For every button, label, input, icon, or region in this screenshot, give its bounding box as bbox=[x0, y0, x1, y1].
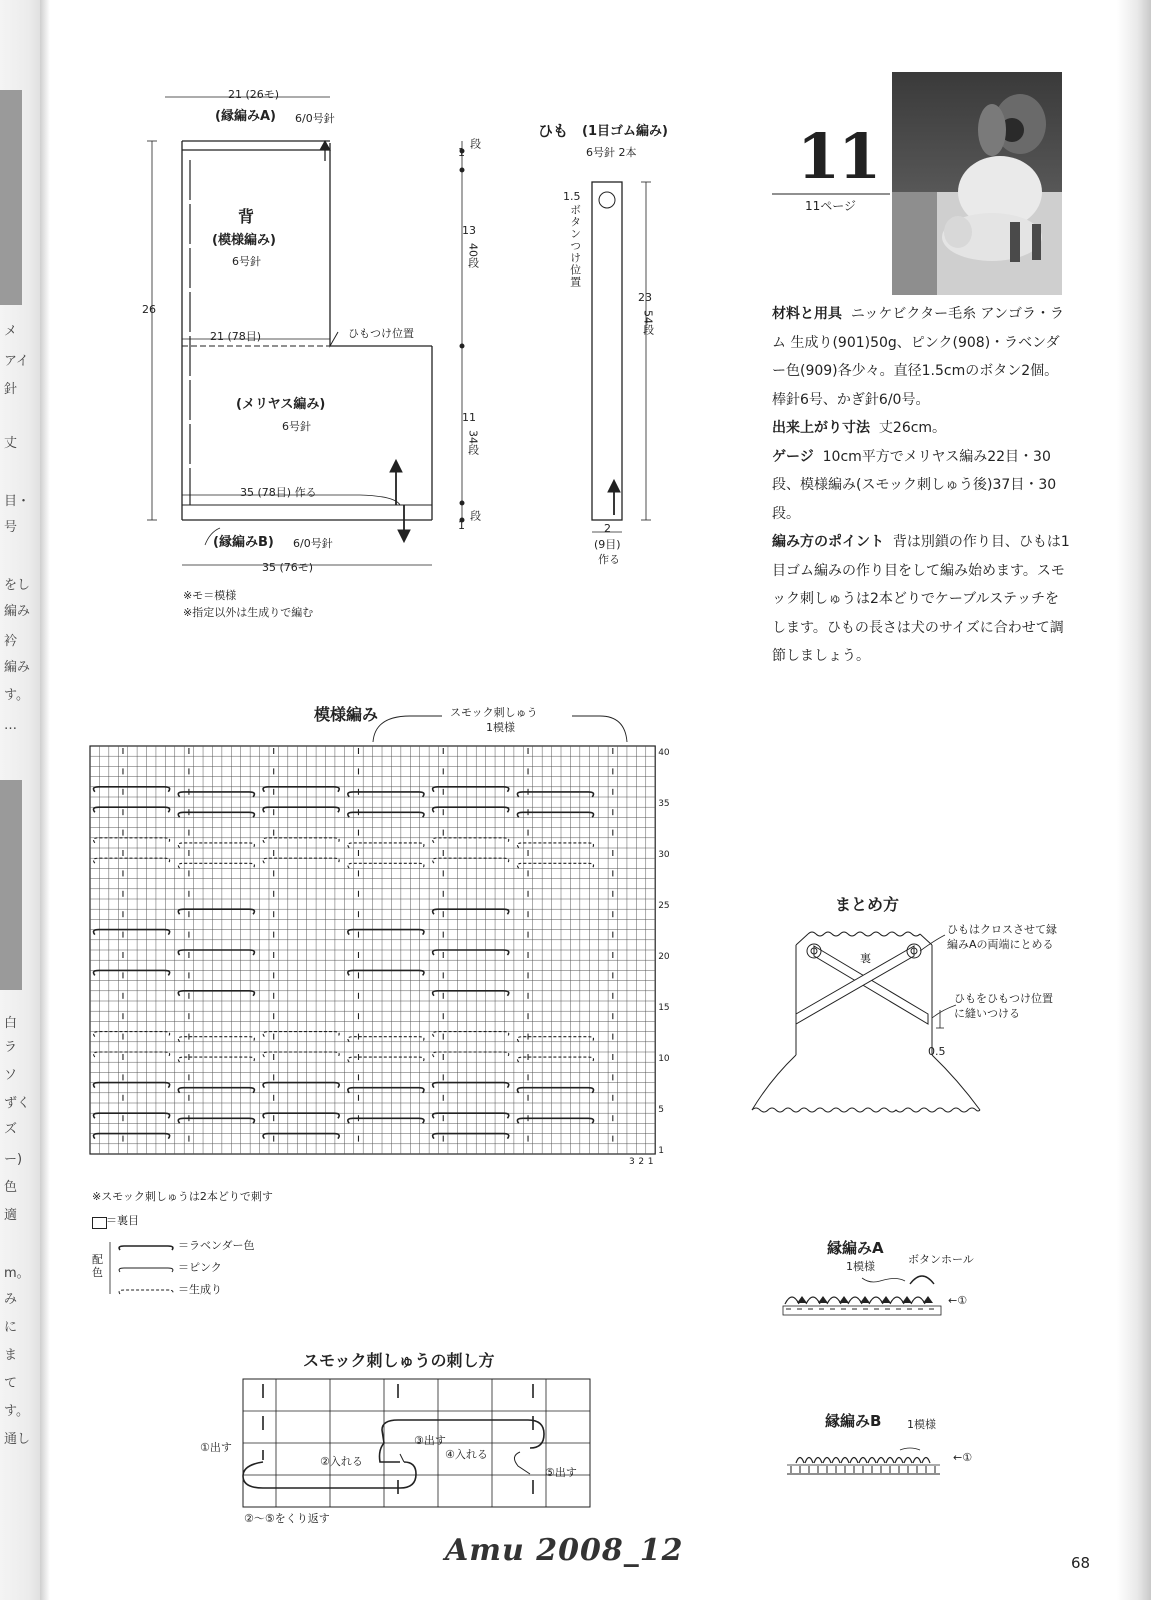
assembly-ura: 裏 bbox=[860, 952, 871, 965]
left-margin-char: ズ bbox=[4, 1122, 18, 1137]
page-reference: 11ページ bbox=[805, 199, 857, 213]
smock-repeat: ②〜⑤をくり返す bbox=[244, 1512, 330, 1525]
back-title: 背 bbox=[238, 207, 255, 226]
pattern-number: 11 bbox=[797, 120, 880, 193]
cast-on-label: 35 (78目) 作る bbox=[240, 486, 317, 499]
assembly-dim: 0.5 bbox=[928, 1045, 946, 1058]
left-margin-char: 衿 bbox=[4, 634, 18, 649]
edge-b-row: ←① bbox=[953, 1451, 973, 1464]
purl-legend: ＝裏目 bbox=[106, 1214, 139, 1227]
left-margin-char: て bbox=[4, 1376, 18, 1391]
chart-row-label: 15 bbox=[658, 1003, 670, 1013]
legend-natural: ＝生成り bbox=[178, 1283, 222, 1296]
gauge-label: ゲージ bbox=[772, 448, 814, 465]
back-mid-width: 21 (78目) bbox=[210, 330, 262, 343]
left-margin-char: 色 bbox=[4, 1180, 18, 1195]
dim-1-top: 1 bbox=[458, 146, 465, 159]
button-position-label: ボタンつけ位置 bbox=[568, 204, 582, 288]
left-margin-char: 白 bbox=[4, 1016, 18, 1031]
magazine-logo: Amu 2008_12 bbox=[445, 1533, 684, 1568]
strap-width-sts: (9目) bbox=[594, 538, 621, 551]
edge-a-label: (縁編みA) bbox=[215, 109, 276, 124]
edge-b-picot bbox=[895, 1458, 903, 1464]
assembly-note-1: ひもはクロスさせて縁編みAの両端にとめる bbox=[947, 923, 1057, 951]
edge-b-needle: 6/0号針 bbox=[293, 537, 333, 550]
edge-b-picot bbox=[841, 1458, 849, 1464]
button-distance: 1.5 bbox=[563, 190, 581, 203]
legend-pink: ＝ピンク bbox=[178, 1261, 222, 1274]
note-natural: ※指定以外は生成りで編む bbox=[183, 606, 314, 619]
stockinette-label: (メリヤス編み) bbox=[236, 397, 326, 412]
smock-step4: ④入れる bbox=[445, 1448, 488, 1461]
materials-text: ニッケビクター毛糸 アンゴラ・ラム 生成り(901)50g、ピンク(908)・ラベンダー色(909)各少々。直径1.5cmのボタン2個。棒針6号、かぎ針6/0号。 bbox=[772, 306, 1064, 408]
edge-a-repeat: 1模様 bbox=[846, 1260, 875, 1273]
dim-11: 11 bbox=[462, 411, 476, 424]
back-top-width: 21 (26モ) bbox=[228, 88, 280, 101]
smock-step5: ⑤出す bbox=[545, 1466, 577, 1479]
edge-b-picot bbox=[877, 1458, 885, 1464]
dim-13-unit: 40段 bbox=[466, 243, 480, 268]
strap-title-sub: (1目ゴム編み) bbox=[582, 124, 668, 139]
smock-step1: ①出す bbox=[200, 1441, 232, 1454]
page-number: 68 bbox=[1071, 1554, 1091, 1572]
edge-b-picot bbox=[859, 1458, 867, 1464]
chart-row-label: 40 bbox=[658, 748, 670, 758]
edge-a-buttonhole: ボタンホール bbox=[908, 1253, 974, 1266]
strap-position-label: ひもつけ位置 bbox=[348, 327, 414, 340]
edge-b-picot bbox=[805, 1458, 813, 1464]
edge-b-picot bbox=[922, 1458, 930, 1464]
edge-b-picot bbox=[904, 1458, 912, 1464]
edge-a-needle: 6/0号針 bbox=[295, 112, 335, 125]
edge-b-picot bbox=[796, 1458, 804, 1464]
chart-row-label: 25 bbox=[658, 901, 670, 911]
left-margin-char: ソ bbox=[4, 1068, 18, 1083]
edge-b-picot bbox=[868, 1458, 876, 1464]
edge-b-picot bbox=[832, 1458, 840, 1464]
dim-1-top-unit: 段 bbox=[468, 138, 482, 149]
edge-a-row: ←① bbox=[948, 1294, 968, 1307]
size-text: 丈26cm。 bbox=[878, 420, 947, 436]
chart-row-label: 1 bbox=[658, 1145, 664, 1156]
left-margin-char: … bbox=[4, 718, 17, 733]
note-mo: ※モ＝模様 bbox=[183, 589, 237, 602]
left-margin-char: 編み bbox=[4, 604, 31, 619]
chart-row-label: 35 bbox=[658, 799, 670, 809]
assembly-title: まとめ方 bbox=[835, 895, 900, 914]
left-margin-char: アイ bbox=[4, 354, 29, 369]
left-margin-char: m。 bbox=[4, 1266, 30, 1281]
back-pattern-label: (模様編み) bbox=[212, 233, 276, 248]
edge-b-picot bbox=[886, 1458, 894, 1464]
edge-b-title: 縁編みB bbox=[825, 1412, 882, 1430]
left-margin-char: 目・ bbox=[4, 494, 31, 509]
chart-col-label: 3 bbox=[628, 1157, 635, 1167]
smock-label: スモック刺しゅう bbox=[450, 706, 538, 719]
smock-how-title: スモック刺しゅうの刺し方 bbox=[303, 1351, 495, 1370]
strap-make: 作る bbox=[598, 553, 620, 566]
left-margin-char: み bbox=[4, 1292, 18, 1307]
left-margin-char: ま bbox=[4, 1348, 18, 1363]
dim-11-unit: 34段 bbox=[466, 430, 480, 455]
dim-1-bottom-unit: 段 bbox=[468, 510, 482, 521]
edge-b-repeat: 1模様 bbox=[907, 1418, 936, 1431]
left-margin-char: す。 bbox=[4, 688, 29, 703]
edge-b-picot bbox=[823, 1458, 831, 1464]
chart-col-label: 2 bbox=[638, 1157, 645, 1167]
smock-step2: ②入れる bbox=[320, 1455, 363, 1468]
stockinette-needle: 6号針 bbox=[282, 420, 311, 433]
left-margin-char: 通し bbox=[4, 1432, 31, 1447]
left-margin-char: メ bbox=[4, 324, 18, 339]
strap-width: 2 bbox=[604, 522, 611, 535]
dim-13: 13 bbox=[462, 224, 476, 237]
smock-step3: ③出す bbox=[414, 1434, 446, 1447]
points-label: 編み方のポイント bbox=[772, 534, 884, 550]
materials-label: 材料と用具 bbox=[772, 306, 842, 322]
left-margin-char: 編み bbox=[4, 660, 31, 675]
chart-row-label: 5 bbox=[658, 1105, 664, 1115]
color-legend-label: 配色 bbox=[92, 1253, 103, 1279]
strap-length-rows: 54段 bbox=[641, 310, 655, 335]
back-pattern-needle: 6号針 bbox=[232, 255, 261, 268]
left-margin-char: 号 bbox=[4, 520, 18, 535]
left-margin-char: をし bbox=[4, 578, 31, 593]
chart-row-label: 10 bbox=[658, 1054, 670, 1064]
back-bottom-width: 35 (76モ) bbox=[262, 561, 314, 574]
left-margin-char: に bbox=[4, 1320, 18, 1335]
chart-title: 模様編み bbox=[314, 705, 379, 724]
strap-length: 23 bbox=[638, 291, 652, 304]
left-margin-char: 適 bbox=[4, 1208, 18, 1223]
strap-needle: 6号針 2本 bbox=[586, 146, 637, 159]
chart-row-label: 30 bbox=[658, 850, 670, 860]
chart-note: ※スモック刺しゅうは2本どりで刺す bbox=[92, 1190, 273, 1203]
edge-b-label: (縁編みB) bbox=[213, 535, 274, 550]
left-margin-char: ー) bbox=[4, 1152, 23, 1167]
back-height: 26 bbox=[142, 303, 156, 316]
size-label: 出来上がり寸法 bbox=[772, 420, 870, 436]
left-margin-char: ずく bbox=[4, 1096, 31, 1111]
edge-b-picot bbox=[814, 1458, 822, 1464]
edge-b-picot bbox=[913, 1458, 921, 1464]
left-margin-char: 針 bbox=[4, 382, 18, 397]
chart-col-label: 1 bbox=[647, 1157, 654, 1167]
legend-lavender: ＝ラベンダー色 bbox=[178, 1239, 255, 1252]
dim-1-bottom: 1 bbox=[458, 519, 465, 532]
gauge-text: 10cm平方でメリヤス編み22目・30段、模様編み(スモック刺しゅう後)37目・30段。 bbox=[772, 448, 1057, 522]
left-margin-char: す。 bbox=[4, 1404, 29, 1419]
assembly-note-2: ひもをひもつけ位置に縫いつける bbox=[954, 992, 1053, 1020]
repeat-label: 1模様 bbox=[486, 721, 515, 734]
strap-title: ひも bbox=[538, 122, 569, 140]
left-margin-char: 丈 bbox=[4, 436, 18, 451]
chart-row-label: 20 bbox=[658, 952, 670, 962]
left-margin-char: ラ bbox=[4, 1040, 18, 1055]
edge-b-repeat-bracket bbox=[900, 1448, 920, 1450]
points-text: 背は別鎖の作り目、ひもは1目ゴム編みの作り目をして編み始めます。スモック刺しゅうは2本どりでケーブルステッチをします。ひもの長さは犬のサイズに合わせて調節しましょう。 bbox=[772, 534, 1070, 664]
edge-b-picot bbox=[850, 1458, 858, 1464]
edge-a-title: 縁編みA bbox=[827, 1239, 884, 1257]
right-page-edge bbox=[1117, 0, 1151, 1600]
